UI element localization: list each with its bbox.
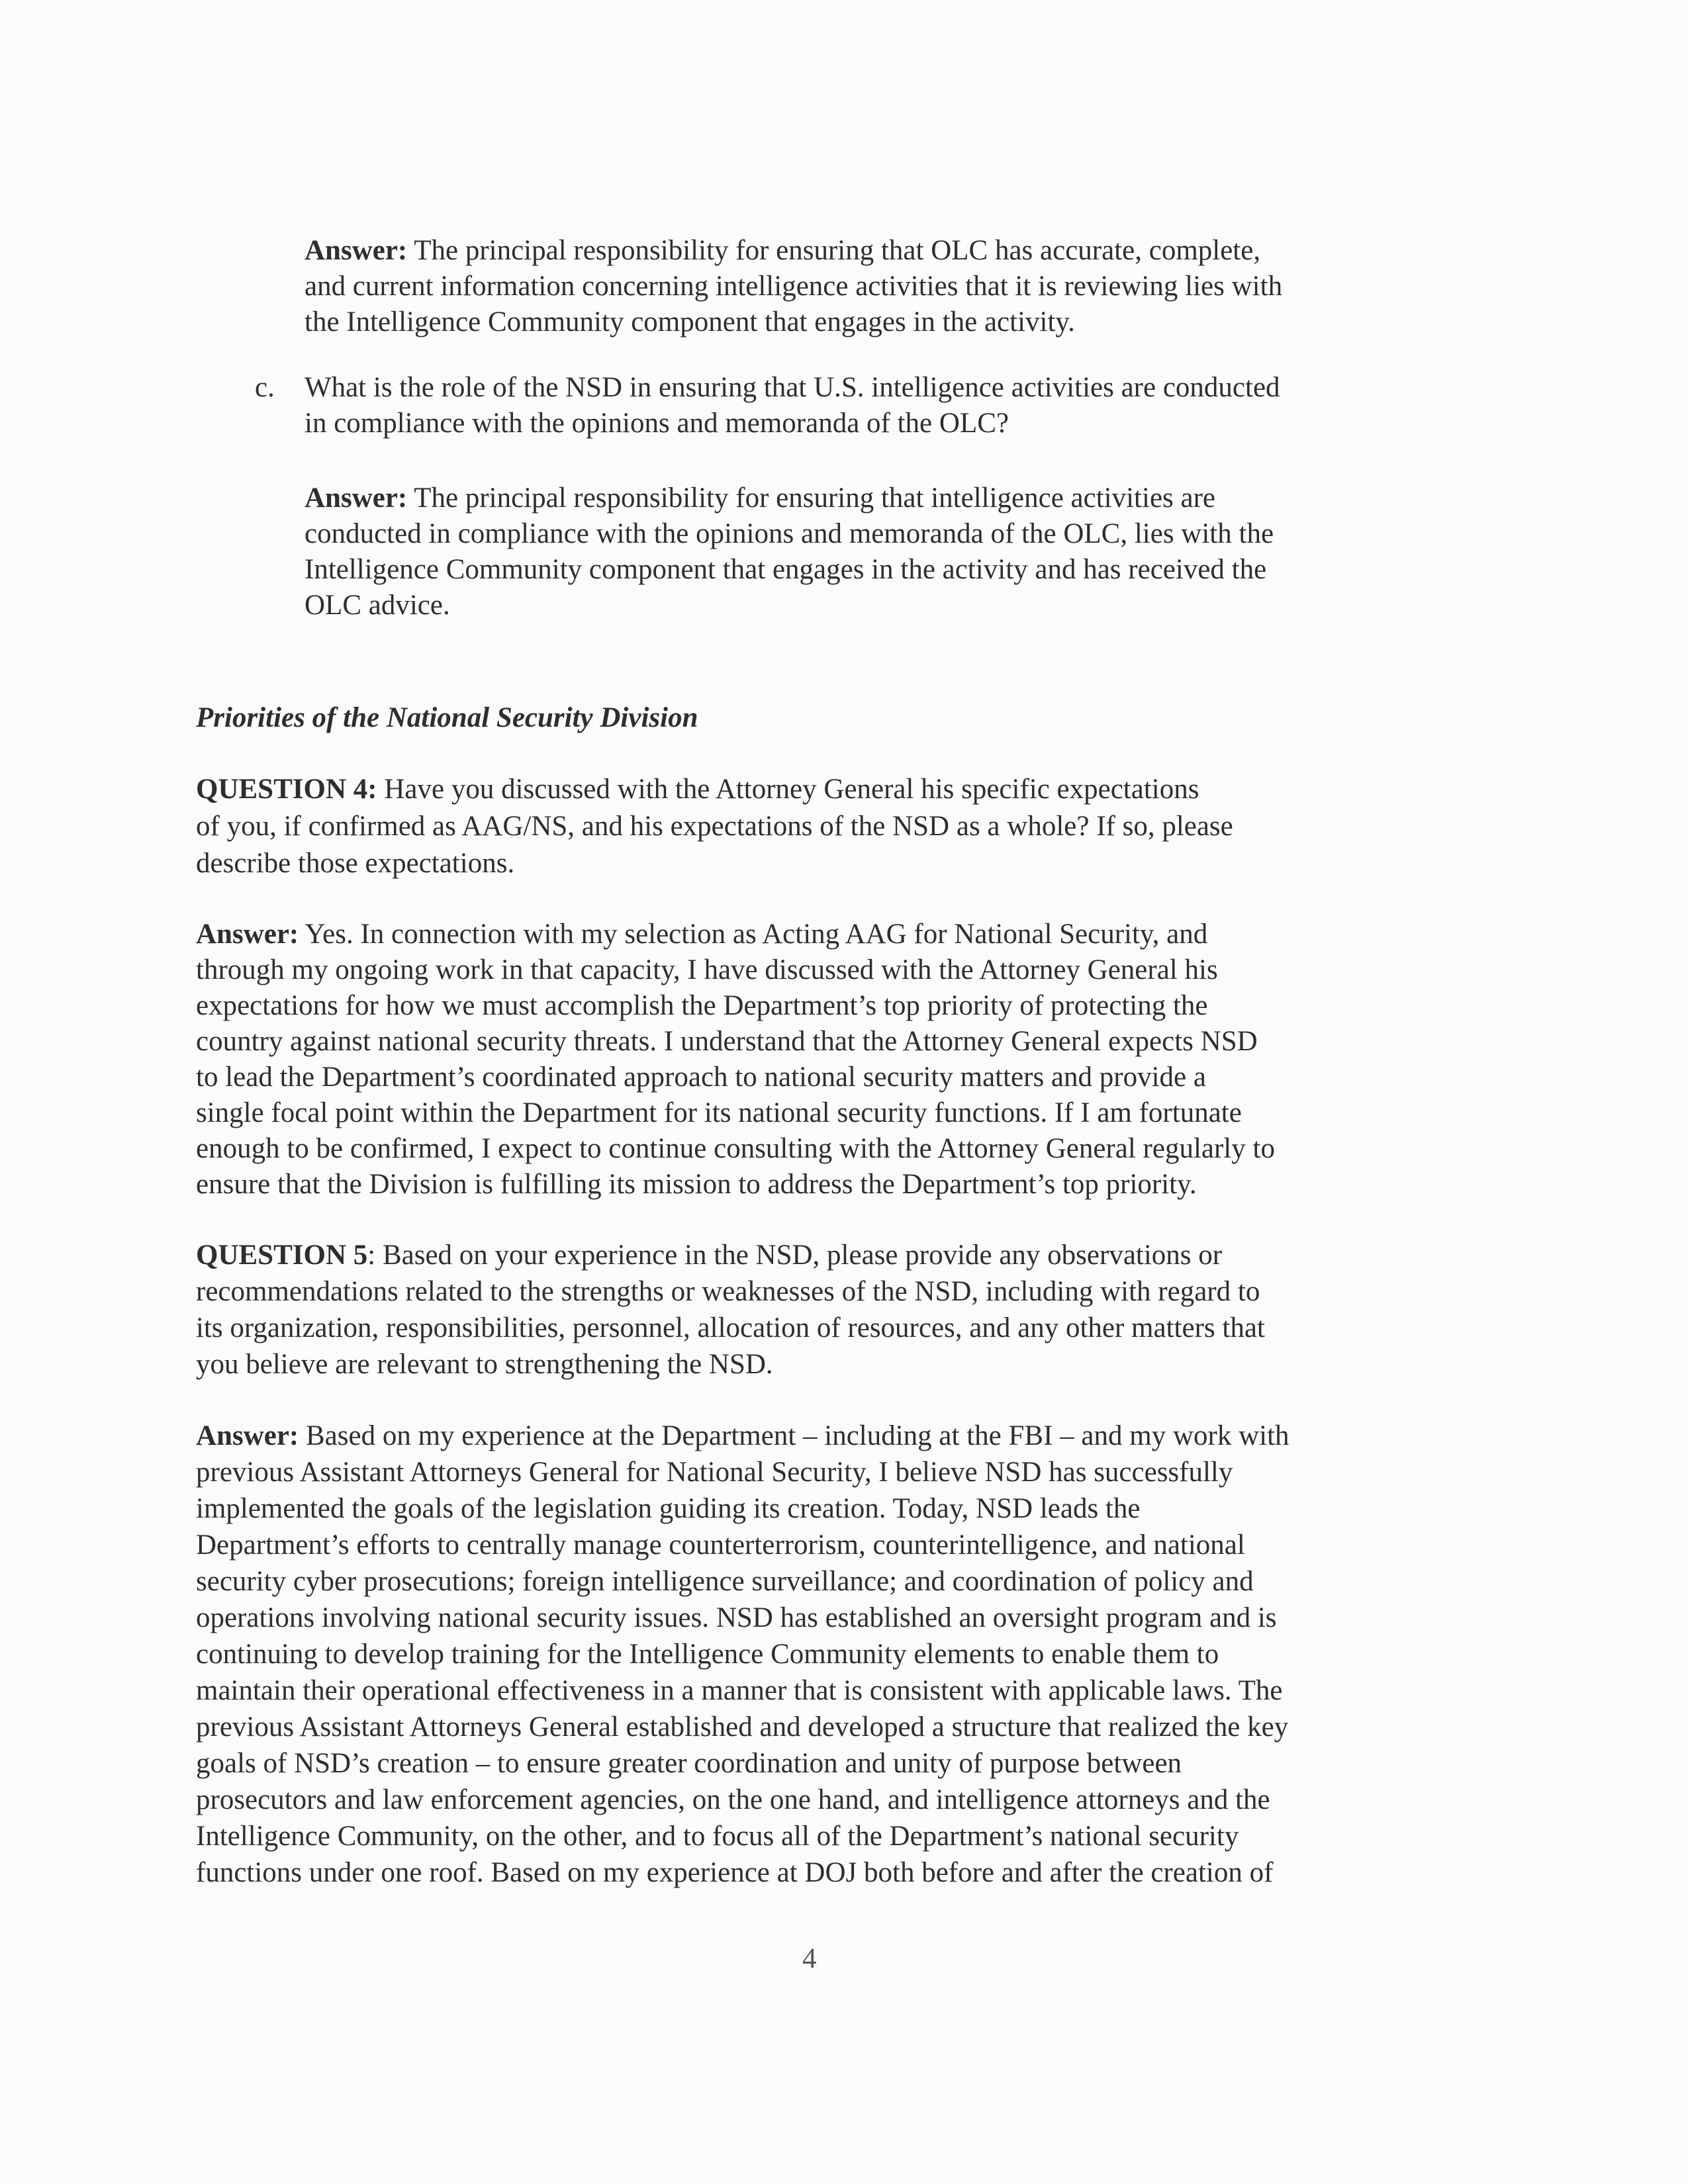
text-line: the Intelligence Community component that engages in the activity. [305, 306, 1075, 338]
question-label: QUESTION 5 [196, 1240, 368, 1271]
text-line: Intelligence Community component that engages in the activity and has received the [305, 554, 1267, 585]
text-line: functions under one roof. Based on my experience at DOJ both before and after the creation of [196, 1857, 1274, 1888]
text-line: Have you discussed with the Attorney General his specific expectations [377, 774, 1199, 805]
text-line: Intelligence Community, on the other, and to focus all of the Department’s national security [196, 1821, 1239, 1852]
text-line: What is the role of the NSD in ensuring that U.S. intelligence activities are conducted [305, 372, 1280, 403]
text-line: to lead the Department’s coordinated approach to national security matters and provide a [196, 1062, 1206, 1093]
answer-c [305, 480, 1274, 623]
text-line: conducted in compliance with the opinions and memoranda of the OLC, lies with the [305, 518, 1274, 549]
answer-label: Answer: [305, 235, 408, 266]
question-label: QUESTION 4: [196, 774, 377, 805]
answer-5 [196, 1418, 1289, 1891]
text-line: The principal responsibility for ensuring that OLC has accurate, complete, [407, 235, 1261, 266]
text-line: Based on my experience at the Department – including at the FBI – and my work with [299, 1420, 1289, 1451]
text-line: Department’s efforts to centrally manage counterterrorism, counterintelligence, and national [196, 1529, 1245, 1561]
text-line: single focal point within the Department for its national security functions. If I am fortunate [196, 1097, 1242, 1128]
answer-label: Answer: [196, 1420, 299, 1451]
text-line: goals of NSD’s creation – to ensure greater coordination and unity of purpose between [196, 1748, 1182, 1779]
answer-label: Answer: [196, 919, 299, 950]
text-line: previous Assistant Attorneys General for National Security, I believe NSD has successfully [196, 1457, 1233, 1488]
text-line: country against national security threats. I understand that the Attorney General expects NSD [196, 1026, 1258, 1057]
text-line: previous Assistant Attorneys General established and developed a structure that realized the key [196, 1711, 1289, 1743]
previous-answer [305, 233, 1282, 340]
text-line: The principal responsibility for ensuring that intelligence activities are [407, 482, 1216, 514]
text-line: enough to be confirmed, I expect to continue consulting with the Attorney General regularly to [196, 1133, 1275, 1164]
page-number: 4 [802, 1943, 817, 1974]
text-line: Yes. In connection with my selection as Acting AAG for National Security, and [299, 919, 1208, 950]
text-line: ensure that the Division is fulfilling its mission to address the Department’s top priority. [196, 1169, 1197, 1200]
text-line: security cyber prosecutions; foreign intelligence surveillance; and coordination of policy and [196, 1566, 1254, 1597]
answer-4 [196, 917, 1275, 1203]
text-line: OLC advice. [305, 590, 450, 621]
text-line: of you, if confirmed as AAG/NS, and his expectations of the NSD as a whole? If so, please [196, 811, 1233, 842]
text-line: its organization, responsibilities, personnel, allocation of resources, and any other matters that [196, 1312, 1265, 1343]
text-line: describe those expectations. [196, 848, 515, 879]
question-5 [196, 1237, 1265, 1383]
answer-label: Answer: [305, 482, 408, 514]
question-c [305, 370, 1280, 441]
text-line: prosecutors and law enforcement agencies, on the one hand, and intelligence attorneys and the [196, 1784, 1270, 1815]
text-line: : Based on your experience in the NSD, please provide any observations or [367, 1240, 1223, 1271]
text-line: expectations for how we must accomplish the Department’s top priority of protecting the [196, 990, 1208, 1021]
list-marker: c. [255, 372, 275, 403]
text-line: in compliance with the opinions and memoranda of the OLC? [305, 408, 1009, 439]
text-line: through my ongoing work in that capacity, I have discussed with the Attorney General his [196, 954, 1218, 985]
question-4 [196, 771, 1233, 882]
text-line: implemented the goals of the legislation guiding its creation. Today, NSD leads the [196, 1493, 1141, 1524]
text-line: operations involving national security issues. NSD has established an oversight program and is [196, 1602, 1277, 1633]
text-line: and current information concerning intelligence activities that it is reviewing lies with [305, 271, 1283, 302]
text-line: recommendations related to the strengths or weaknesses of the NSD, including with regard to [196, 1276, 1260, 1307]
text-line: maintain their operational effectiveness in a manner that is consistent with applicable laws. The [196, 1675, 1283, 1706]
text-line: continuing to develop training for the Intelligence Community elements to enable them to [196, 1639, 1219, 1670]
section-heading: Priorities of the National Security Division [196, 702, 698, 733]
text-line: you believe are relevant to strengthening the NSD. [196, 1349, 773, 1380]
